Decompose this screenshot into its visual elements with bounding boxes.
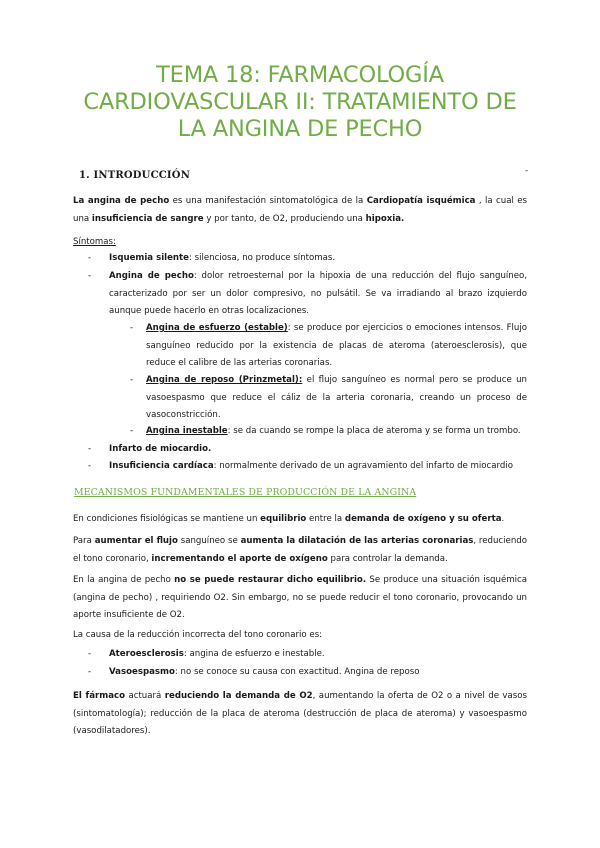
document-title [60,62,540,143]
bullet-dash: - [130,375,134,385]
item-term: Angina inestable [146,426,228,436]
text-run: demanda de oxígeno y su oferta [344,514,502,524]
item-text: : no se conoce su causa con exactitud. Angina de reposo [174,667,420,677]
bullet-dash: - [88,461,92,471]
text-run: incrementando el aporte de oxígeno [151,553,328,564]
text-run: . [501,514,505,524]
item-term: Insuficiencia cardíaca [109,461,214,471]
sintomas-label: Síntomas: [73,237,116,247]
term-hipoxia: hipoxia. [365,213,405,224]
bullet-dash: - [88,253,92,263]
item-text: : angina de esfuerzo e inestable. [183,649,325,659]
text-run: Se produce una situación isquémica (angina de pecho) , requiriendo O2. Sin embargo, no se puede reducir el tono coronario, provocando un aporte insuficiente de O2. [73,575,528,620]
bullet-dash: - [88,649,92,659]
paragraph-flujo [73,533,527,568]
list-item-angina-reposo [146,372,527,425]
text-run: sanguíneo se [177,536,241,546]
item-text: el flujo sanguíneo es normal pero se produce un vasoespasmo que reduce el cáliz de la arteria coronaria, creando un proceso de vasoconstricción. [146,375,527,420]
paragraph-equilibrio [73,511,527,529]
list-item-ateroesclerosis [109,646,527,664]
item-term: Isquemia silente [109,253,189,263]
term-angina: La angina de pecho [73,196,170,206]
list-item-vasoespasmo [109,664,527,682]
item-term: Angina de pecho [109,271,194,281]
item-text: : se produce por ejercicios o emociones intensos. Flujo sanguíneo reducido por la existencia de placas de ateroma (ateroesclerosis), que reduce el calibre de las arterias coronarias. [146,323,527,368]
text-run: y por tanto, de O2, produciendo una [203,213,366,224]
bullet-dash: - [88,444,92,454]
text-run: El fármaco [73,691,126,701]
text-run: , la cual es una [73,196,528,224]
text-run: entre la [306,514,345,524]
text-run: actuará [125,691,165,701]
intro-paragraph [73,193,527,228]
text-run: En condiciones fisiológicas se mantiene un [73,514,261,524]
section-heading-introduccion: 1. INTRODUCCIÓN [79,170,191,181]
text-run: para controlar la demanda. [327,553,448,564]
item-text: : normalmente derivado de un agravamiento del infarto de miocardio [213,461,514,471]
item-term: Ateroesclerosis [109,649,184,659]
text-run: reduciendo la demanda de O2 [164,691,313,701]
bullet-dash: - [88,667,92,677]
list-item-angina-esfuerzo [146,320,527,373]
text-run: es una manifestación sintomatológica de la [169,196,367,206]
list-item-angina-inestable [146,423,527,441]
list-item-insuficiencia [109,458,539,476]
list-item-angina-pecho [109,268,527,321]
term-cardiopatia: Cardiopatía isquémica [366,196,476,206]
item-term: Angina de reposo (Prinzmetal): [146,375,303,385]
text-run: aumenta la dilatación de las arterias coronarias [240,536,474,546]
paragraph-causa: La causa de la reducción incorrecta del tono coronario es: [73,630,323,640]
item-term: Angina de esfuerzo (estable) [146,323,288,333]
list-item-infarto [109,441,527,459]
term-insuficiencia: insuficiencia de sangre [91,213,204,224]
paragraph-farmaco [73,688,527,741]
item-text: : se da cuando se rompe la placa de ateroma y se forma un trombo. [227,426,521,436]
text-run: , aumentando la oferta de O2 o a nivel de vasos (sintomatología); reducción de la placa de ateroma (destrucción de placa de ateroma) y vasoespasmo (vasodilatadores). [73,691,527,736]
title-line-1: TEMA 18: FARMACOLOGÍA [156,62,444,88]
item-text: : dolor retroesternal por la hipoxia de una reducción del flujo sanguíneo, caracterizado por ser un dolor compresivo, no pulsátil. Se va irradiando al brazo izquierdo aunque puede hacerlo en otras localizaciones. [109,271,528,316]
bullet-dash: - [88,271,92,281]
text-run: , reduciendo el tono coronario, [73,536,527,564]
item-text: : silenciosa, no produce síntomas. [189,253,336,263]
text-run: aumentar el flujo [94,536,178,546]
text-run: equilibrio [260,514,307,524]
text-run: En la angina de pecho [73,575,175,585]
bullet-dash: - [130,426,134,436]
section-heading-mecanismos: MECANISMOS FUNDAMENTALES DE PRODUCCIÓN DE LA ANGINA [74,487,417,498]
text-run: no se puede restaurar dicho equilibrio. [174,575,367,585]
title-line-2: CARDIOVASCULAR II: TRATAMIENTO DE [83,89,517,115]
bullet-dash: - [130,323,134,333]
item-term: Infarto de miocardio. [109,444,212,454]
paragraph-angina-equilibrio [73,572,527,625]
text-run: Para [73,536,95,546]
list-item-isquemia [109,250,527,268]
title-line-3: LA ANGINA DE PECHO [177,116,423,142]
item-term: Vasoespasmo [109,667,175,677]
stray-mark: - [525,166,529,176]
